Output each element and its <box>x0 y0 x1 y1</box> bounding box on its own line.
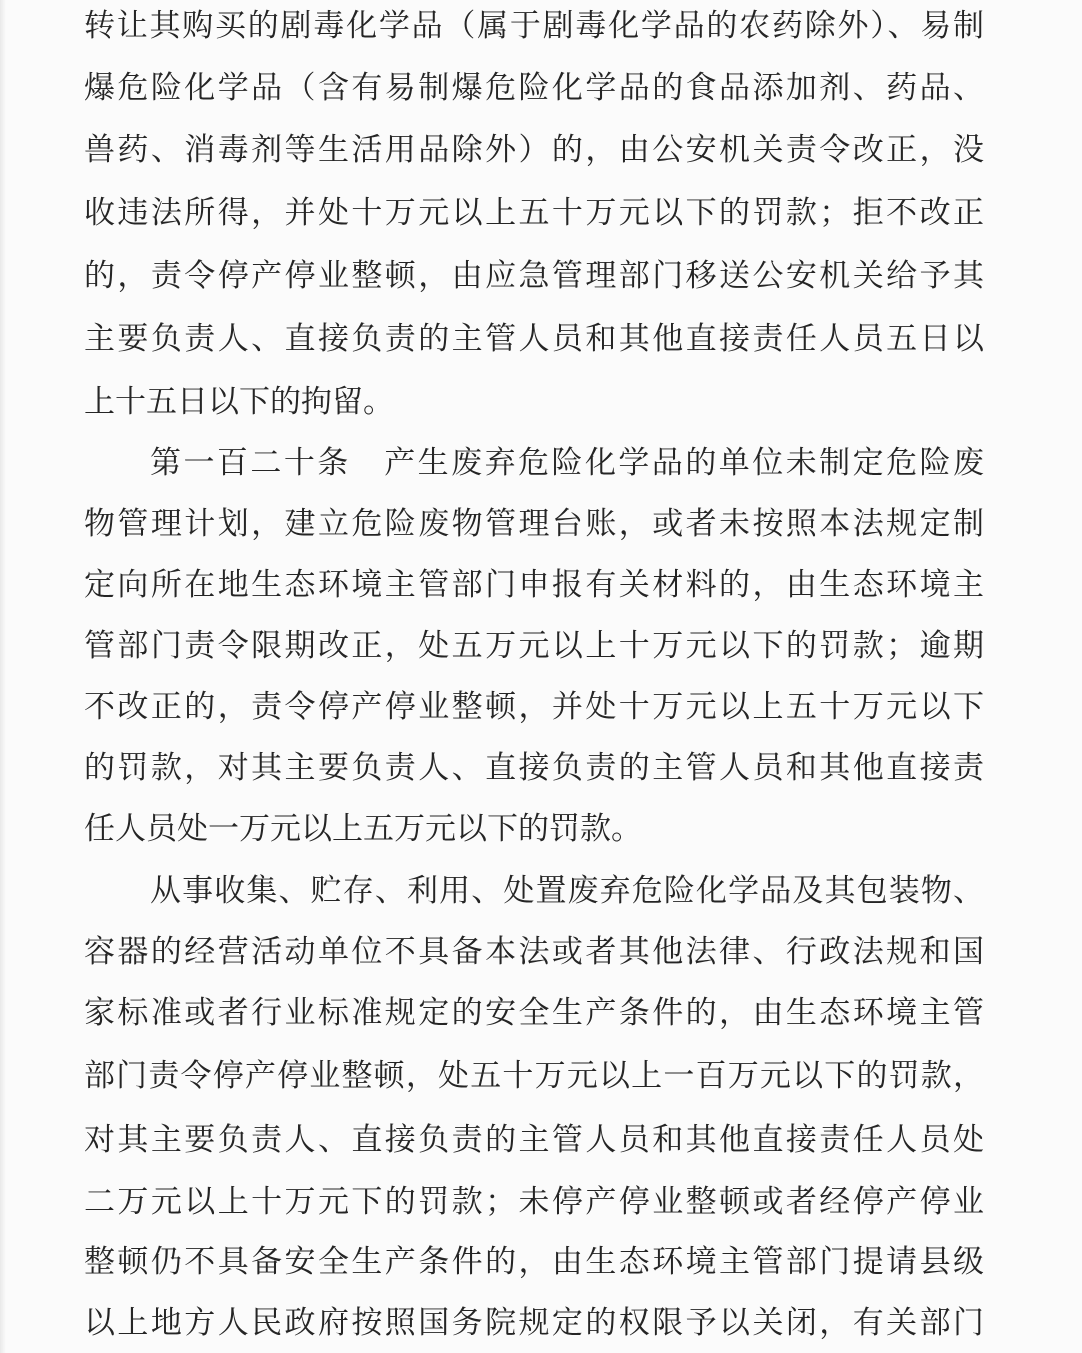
text-line: 收违法所得，并处十万元以上五十万元以下的罚款；拒不改正 <box>84 195 984 231</box>
text-line: 管部门责令限期改正，处五万元以上十万元以下的罚款；逾期 <box>84 628 984 664</box>
text-line: 二万元以上十万元下的罚款；未停产停业整顿或者经停产停业 <box>84 1184 984 1220</box>
text-line: 任人员处一万元以上五万元以下的罚款。 <box>84 811 642 847</box>
text-line: 物管理计划，建立危险废物管理台账，或者未按照本法规定制 <box>84 506 984 542</box>
text-line: 爆危险化学品（含有易制爆危险化学品的食品添加剂、药品、 <box>84 70 984 106</box>
text-line: 对其主要负责人、直接负责的主管人员和其他直接责任人员处 <box>84 1122 984 1158</box>
text-line: 兽药、消毒剂等生活用品除外）的，由公安机关责令改正，没 <box>84 132 984 168</box>
text-line: 不改正的，责令停产停业整顿，并处十万元以上五十万元以下 <box>84 689 984 725</box>
article-heading-line: 第一百二十条 产生废弃危险化学品的单位未制定危险废 <box>150 445 984 481</box>
paragraph-start-line: 从事收集、贮存、利用、处置废弃危险化学品及其包装物、 <box>150 873 984 909</box>
text-line: 以上地方人民政府按照国务院规定的权限予以关闭，有关部门 <box>84 1305 984 1341</box>
text-line: 主要负责人、直接负责的主管人员和其他直接责任人员五日以 <box>84 321 984 357</box>
scan-edge <box>0 0 6 1353</box>
text-line: 部门责令停产停业整顿，处五十万元以上一百万元以下的罚款， <box>84 1058 984 1094</box>
text-line: 容器的经营活动单位不具备本法或者其他法律、行政法规和国 <box>84 934 984 970</box>
text-line: 上十五日以下的拘留。 <box>84 384 394 420</box>
text-line: 的，责令停产停业整顿，由应急管理部门移送公安机关给予其 <box>84 258 984 294</box>
text-line: 定向所在地生态环境主管部门申报有关材料的，由生态环境主 <box>84 567 984 603</box>
text-line: 整顿仍不具备安全生产条件的，由生态环境主管部门提请县级 <box>84 1244 984 1280</box>
text-line: 家标准或者行业标准规定的安全生产条件的，由生态环境主管 <box>84 995 984 1031</box>
text-line: 转让其购买的剧毒化学品（属于剧毒化学品的农药除外）、易制 <box>84 8 984 44</box>
text-line: 的罚款，对其主要负责人、直接负责的主管人员和其他直接责 <box>84 750 984 786</box>
